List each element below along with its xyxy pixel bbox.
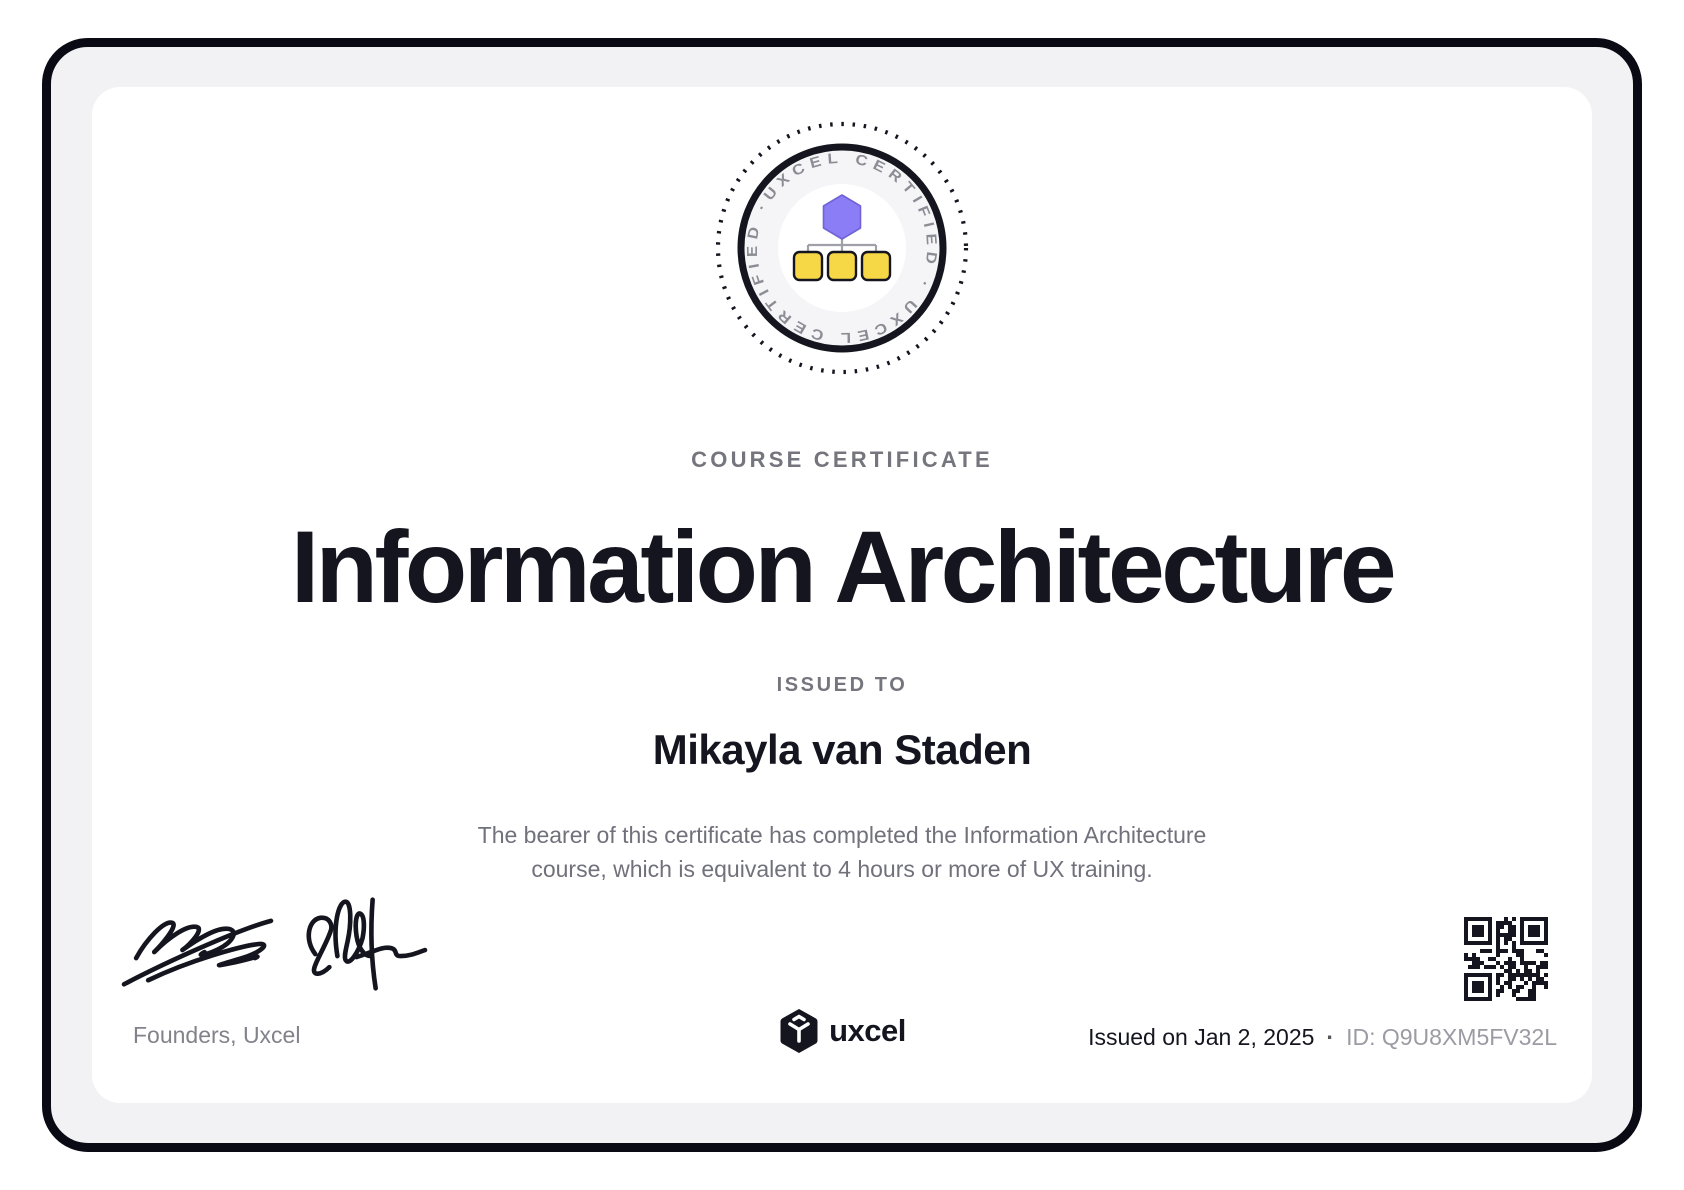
recipient-name: Mikayla van Staden [652,726,1032,773]
signature-2-c-loop [309,918,332,974]
separator-dot: · [1326,1024,1335,1050]
certificate-id-label: ID: [1346,1024,1376,1050]
certificate-id-value: Q9U8XM5FV32L [1381,1024,1557,1050]
founder-signatures [118,893,430,995]
signature-caption: Founders, Uxcel [133,1022,301,1048]
issue-info [1088,1024,1557,1051]
seal-ring-text: UXCEL CERTIFIED · UXCEL CERTIFIED · [744,150,940,346]
course-title: Information Architecture [290,510,1394,624]
sitemap-node-1 [794,252,822,280]
issued-to-label: ISSUED TO [776,674,908,696]
description-line-1: The bearer of this certificate has completed the Information Architecture [477,822,1207,848]
issued-on-text: Issued on Jan 2, 2025 [1088,1024,1315,1050]
course-certificate-kicker: COURSE CERTIFICATE [691,447,993,472]
uxcel-wordmark: uxcel [829,1013,906,1048]
signature-2-tail [357,948,425,957]
uxcel-logo-icon [778,1008,820,1054]
sitemap-node-2 [828,252,856,280]
description-line-2: course, which is equivalent to 4 hours or more of UX training. [531,856,1153,882]
certificate-id [1346,1024,1557,1051]
uxcel-certified-seal [712,118,972,378]
certificate-description [0,818,1684,886]
sitemap-node-3 [862,252,890,280]
qr-code [1464,917,1548,1001]
signature-2-descender [371,900,375,989]
